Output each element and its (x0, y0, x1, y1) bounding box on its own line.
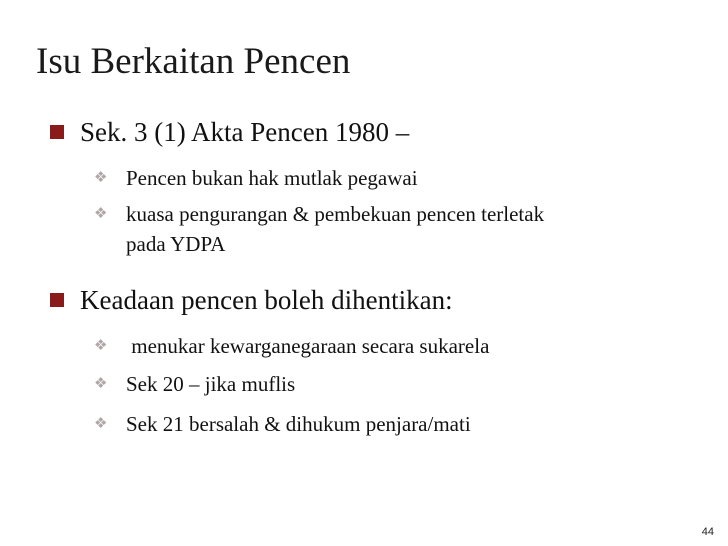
diamond-bullet-icon: ❖ (94, 374, 108, 392)
bullet-1-sub-2-line-2: pada YDPA (126, 232, 226, 256)
diamond-bullet-icon: ❖ (94, 168, 108, 186)
bullet-1-sub-1: Pencen bukan hak mutlak pegawai (126, 166, 418, 190)
diamond-bullet-icon: ❖ (94, 414, 108, 432)
bullet-1-sub-2-line-1: kuasa pengurangan & pembekuan pencen terletak (126, 202, 545, 226)
bullet-2-text: Keadaan pencen boleh dihentikan: (80, 285, 453, 315)
square-bullet-icon (50, 125, 64, 139)
square-bullet-icon (50, 293, 64, 307)
slide-title: Isu Berkaitan Pencen (36, 41, 351, 82)
diamond-bullet-icon: ❖ (94, 336, 108, 354)
bullet-1-text: Sek. 3 (1) Akta Pencen 1980 – (80, 117, 410, 147)
bullet-2-sub-1: menukar kewarganegaraan secara sukarela (126, 334, 490, 358)
page-number: 44 (701, 526, 714, 538)
bullet-2-sub-2: Sek 20 – jika muflis (126, 372, 296, 396)
diamond-bullet-icon: ❖ (94, 204, 108, 222)
bullet-2-sub-3: Sek 21 bersalah & dihukum penjara/mati (126, 412, 471, 436)
